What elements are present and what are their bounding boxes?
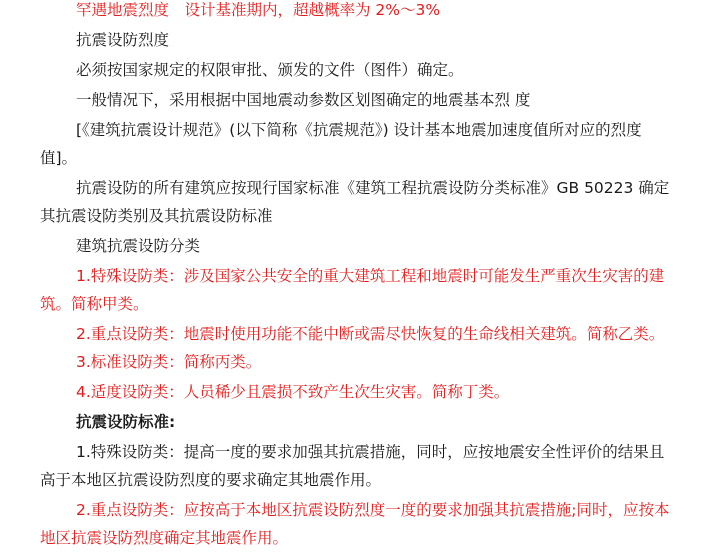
paragraph-line: 值]。 xyxy=(40,149,78,167)
paragraph-line: 必须按国家规定的权限审批、颁发的文件（图件）确定。 xyxy=(76,61,464,79)
standard-category-line: 3.标准设防类：简称丙类。 xyxy=(76,353,262,371)
moderate-category-line: 4.适度设防类：人员稀少且震损不致产生次生灾害。简称丁类。 xyxy=(76,383,510,401)
paragraph-line: 抗震设防的所有建筑应按现行国家标准《建筑工程抗震设防分类标准》GB 50223 确定 xyxy=(76,179,670,197)
fortification-standard-heading: 抗震设防标准: xyxy=(76,413,176,431)
special-category-line: 1.特殊设防类：涉及国家公共安全的重大建筑工程和地震时可能发生严重次生灾害的建 xyxy=(76,267,665,285)
key-category-standard-line: 2.重点设防类：应按高于本地区抗震设防烈度一度的要求加强其抗震措施;同时，应按本 xyxy=(76,501,670,519)
special-category-line: 筑。简称甲类。 xyxy=(40,295,149,313)
paragraph-line: [《建筑抗震设计规范》(以下简称《抗震规范》) 设计基本地震加速度值所对应的烈度 xyxy=(76,121,642,139)
paragraph-line: 高于本地区抗震设防烈度的要求确定其地震作用。 xyxy=(40,471,382,489)
rare-earthquake-intensity-line: 罕遇地震烈度 设计基准期内，超越概率为 2%～3% xyxy=(76,1,441,19)
paragraph-line: 其抗震设防类别及其抗震设防标准 xyxy=(40,207,273,225)
paragraph-line: 一般情况下，采用根据中国地震动参数区划图确定的地震基本烈 度 xyxy=(76,91,531,109)
key-category-line: 2.重点设防类：地震时使用功能不能中断或需尽快恢复的生命线相关建筑。简称乙类。 xyxy=(76,325,665,343)
paragraph-line: 1.特殊设防类：提高一度的要求加强其抗震措施，同时，应按地震安全性评价的结果且 xyxy=(76,443,665,461)
classification-heading: 建筑抗震设防分类 xyxy=(76,237,201,255)
key-category-standard-line: 地区抗震设防烈度确定其地震作用。 xyxy=(40,529,289,547)
seismic-fortification-intensity-heading: 抗震设防烈度 xyxy=(76,31,170,49)
